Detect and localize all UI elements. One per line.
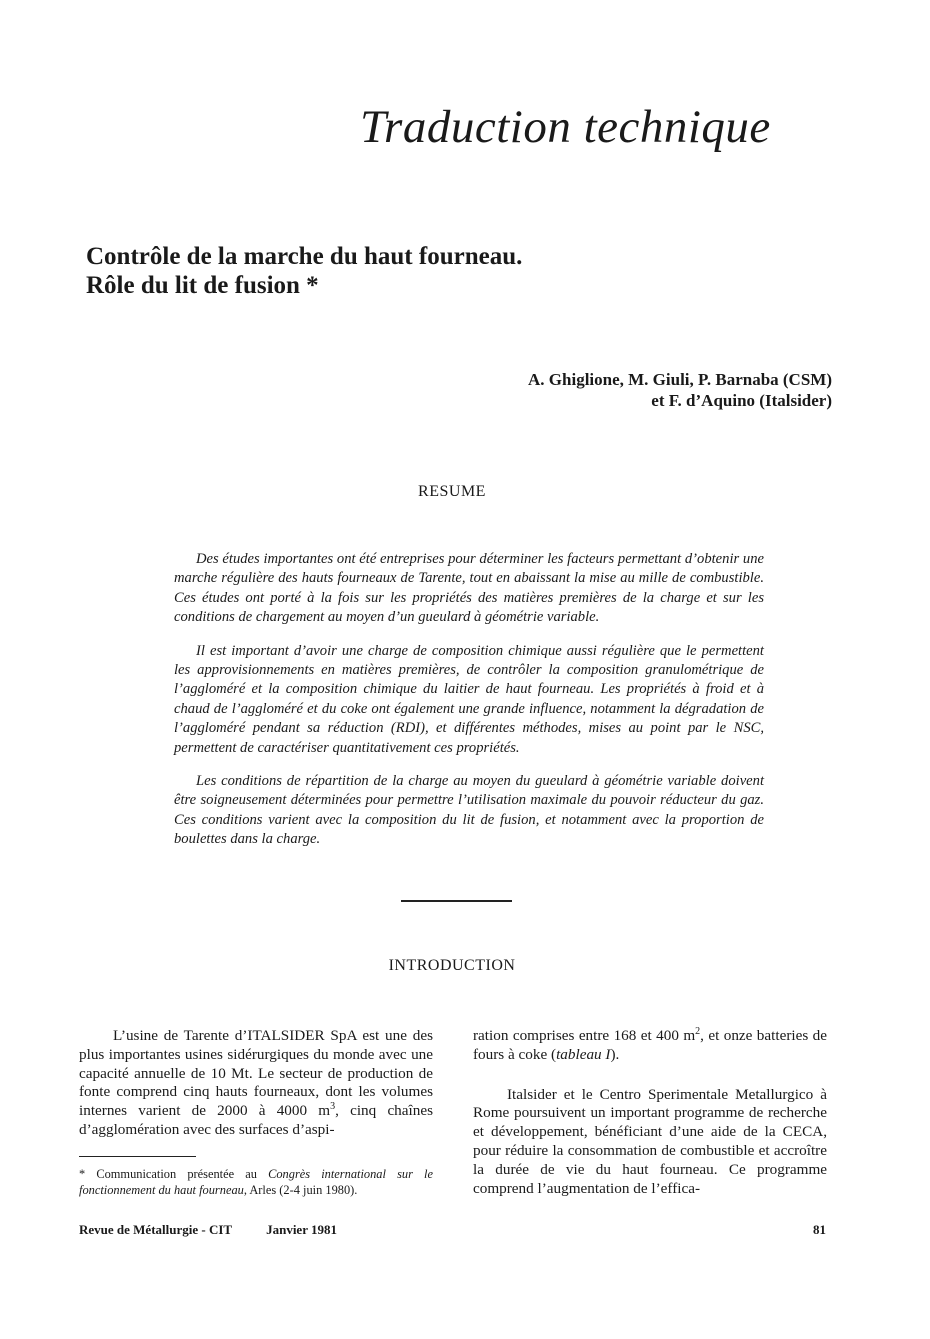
article-title-line: Contrôle de la marche du haut fourneau. <box>86 243 523 270</box>
journal-footer <box>79 1222 337 1238</box>
body-paragraph <box>79 1027 433 1140</box>
footnote-text: , Arles (2-4 juin 1980). <box>243 1183 358 1197</box>
abstract-paragraph: Les conditions de répartition de la charge au moyen du gueulard à géométrie variable doivent être soigneusement déterminées pour permettre l’utilisation maximale du pouvoir réducteur du gaz. Ces conditions varient avec la composition du lit de fusion, et notamment avec la proportion de boulettes dans la charge. <box>174 773 764 848</box>
footnote-rule <box>79 1156 196 1157</box>
abstract-paragraph: Il est important d’avoir une charge de composition chimique aussi régulière que le permettent les approvisionnements en matières premières, de contrôler la composition granulométrique de l’aggloméré et la composition chimique du laitier de haut fourneau. Les propriétés à froid et à chaud de l’aggloméré et du coke ont également une grande influence, notamment la dégradation de l’aggloméré pendant sa réduction (RDI), et différentes méthodes, mises au point par le NSC, permettent de caractériser quantitativement ces propriétés. <box>174 642 764 756</box>
footnote-text: * Communication présentée au <box>79 1167 269 1181</box>
introduction-heading: INTRODUCTION <box>388 957 516 974</box>
authors-line: et F. d’Aquino (Italsider) <box>651 391 832 410</box>
body-text: L’usine de Tarente d’ITALSIDER SpA est une des plus importantes usines sidérurgiques du monde avec une capacité annuelle de 10 Mt. Le secteur de production de fonte comprend cinq hauts fourneaux, dont les volumes internes varient de 2000 à 4000 m <box>79 1027 433 1120</box>
body-text: , et onze batteries de fours à coke ( <box>473 1027 827 1063</box>
section-divider <box>401 900 512 902</box>
issue-date: Janvier 1981 <box>266 1222 337 1237</box>
body-paragraph <box>473 1027 827 1065</box>
page-number: 81 <box>813 1222 826 1237</box>
abstract-paragraph: Des études importantes ont été entreprises pour déterminer les facteurs permettant d’obtenir une marche régulière des hauts fourneaux de Tarente, tout en abaissant la mise au mille de combustible. Ces études ont porté à la fois sur les propriétés des matières premières de la charge et sur les conditions de chargement au moyen d’un gueulard à géométrie variable. <box>174 551 764 626</box>
article-title <box>86 242 522 300</box>
footnote-conference: Congrès international sur le fonctionnement du haut fourneau <box>79 1167 434 1197</box>
body-paragraph: Italsider et le Centro Sperimentale Metallurgico à Rome poursuivent un important programme de recherche et développement, bénéficiant d’une aide de la CECA, pour réduire la consommation de combustible et accroître la durée de vie du haut fourneau. Ce programme comprend l’augmentation de l’effica- <box>473 1085 827 1197</box>
superscript: 2 <box>695 1025 701 1037</box>
abstract <box>174 550 764 864</box>
footnote <box>79 1166 433 1198</box>
resume-heading: RESUME <box>418 483 486 500</box>
authors-line: A. Ghiglione, M. Giuli, P. Barnaba (CSM) <box>528 370 832 389</box>
body-text: ration comprises entre 168 et 400 m <box>473 1027 696 1044</box>
body-text: , cinq chaînes d’agglomération avec des surfaces d’aspi- <box>79 1102 433 1138</box>
table-reference: tableau I <box>556 1045 611 1063</box>
body-column-right <box>473 1027 827 1198</box>
body-text: ). <box>610 1045 620 1063</box>
journal-name: Revue de Métallurgie - CIT <box>79 1222 233 1237</box>
body-column-left <box>79 1027 433 1140</box>
superscript: 3 <box>330 1101 336 1113</box>
authors <box>528 369 832 411</box>
article-title-line: Rôle du lit de fusion * <box>86 272 319 299</box>
section-title: Traduction technique <box>360 101 771 153</box>
